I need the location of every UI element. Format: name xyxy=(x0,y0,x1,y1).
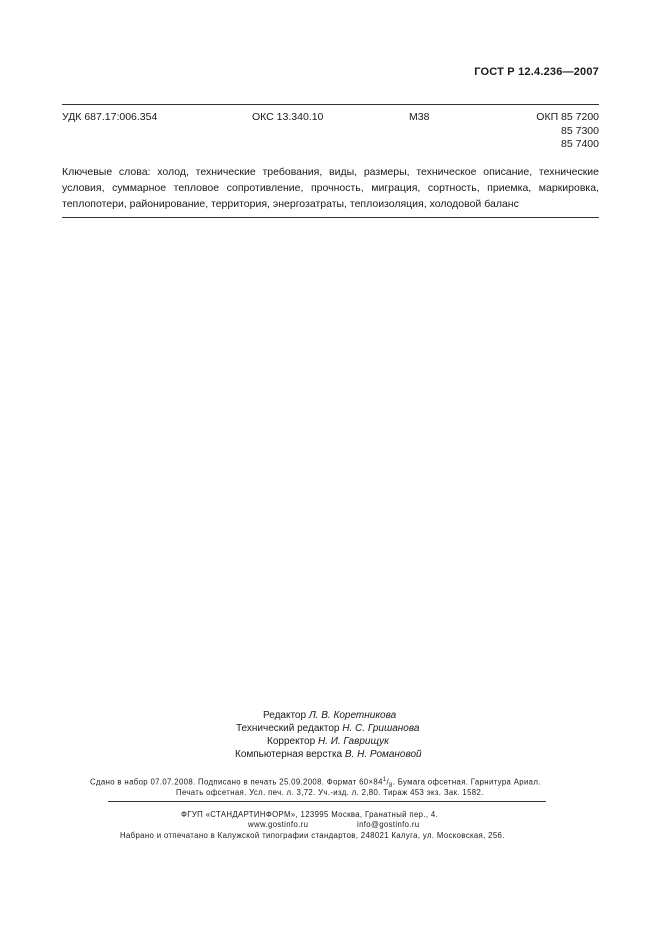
okp-code-1: ОКП 85 7200 xyxy=(536,111,599,123)
layout-name: В. Н. Романовой xyxy=(344,749,422,760)
oks-code: ОКС 13.340.10 xyxy=(252,111,324,123)
okp-codes xyxy=(536,111,599,152)
editor-name: Л. В. Коретникова xyxy=(308,710,397,721)
editor-label: Редактор xyxy=(263,710,307,721)
imprint-divider xyxy=(108,801,546,802)
tech-editor-label: Технический редактор xyxy=(236,723,340,734)
layout-line xyxy=(235,748,422,761)
keywords-paragraph: Ключевые слова: холод, технические требования, виды, размеры, техническое описание, технические условия, суммарное тепловое сопротивление, прочность, миграция, сортность, приемка, маркировка, теплопотери, районирование, территория, энергозатраты, теплоизоляция, холодовой баланс xyxy=(62,166,599,210)
publisher-line: ФГУП «СТАНДАРТИНФОРМ», 123995 Москва, Гранатный пер., 4. xyxy=(181,810,439,819)
keywords-divider xyxy=(62,217,599,218)
imprint-line-1: Сдано в набор 07.07.2008. Подписано в печать 25.09.2008. Формат $60\times 84^1/_8$. Бумага офсетная. Гарнитура Ариал. xyxy=(90,777,541,790)
editor-line xyxy=(263,709,396,722)
top-divider xyxy=(62,104,599,105)
format-denominator: 8 xyxy=(389,783,393,790)
okp-code-3: 85 7400 xyxy=(561,138,599,150)
tech-editor-name: Н. С. Гришанова xyxy=(342,723,420,734)
group-code: М38 xyxy=(409,111,430,123)
layout-label: Компьютерная верстка xyxy=(235,749,343,760)
imprint-line-2: Печать офсетная. Усл. печ. л. 3,72. Уч.-изд. л. 2,80. Тираж 453 экз. Зак. 1582. xyxy=(176,788,484,797)
website: www.gostinfo.ru xyxy=(248,820,309,829)
email: info@gostinfo.ru xyxy=(357,820,420,829)
format-numerator: 1 xyxy=(382,777,387,783)
corrector-label: Корректор xyxy=(267,736,316,747)
udk-code: УДК 687.17:006.354 xyxy=(62,111,158,123)
standard-code: ГОСТ Р 12.4.236—2007 xyxy=(474,66,599,78)
corrector-name: Н. И. Гаврищук xyxy=(317,736,389,747)
corrector-line xyxy=(267,735,389,748)
okp-code-2: 85 7300 xyxy=(561,124,599,137)
tech-editor-line xyxy=(236,722,419,735)
printer-line: Набрано и отпечатано в Калужской типографии стандартов, 248021 Калуга, ул. Московская, 256. xyxy=(120,831,505,840)
